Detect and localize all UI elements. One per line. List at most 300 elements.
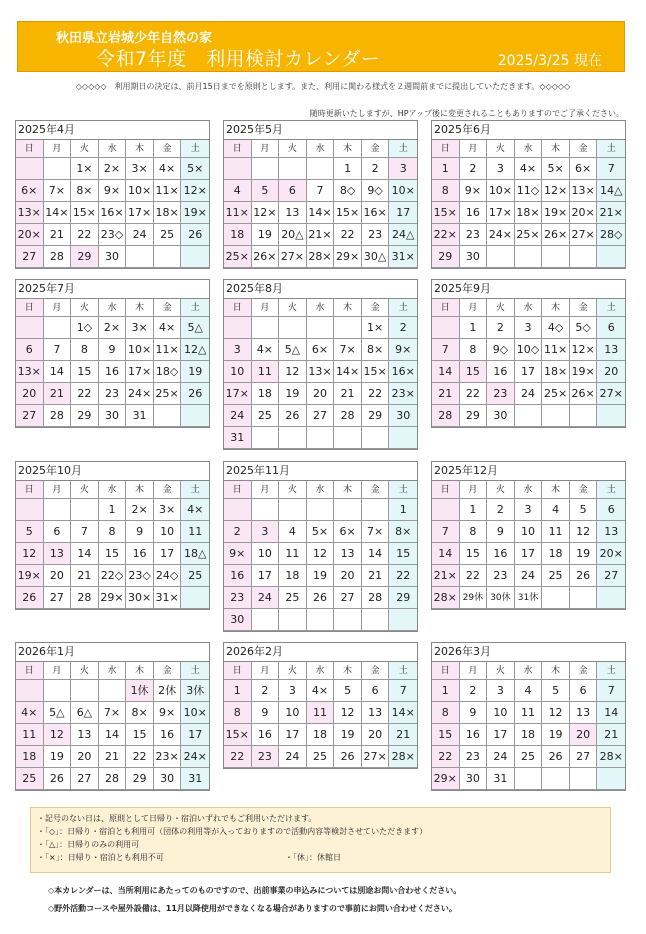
day-cell: 22 xyxy=(126,746,154,768)
day-cell: 20 xyxy=(307,383,335,405)
day-cell: 29 xyxy=(432,246,460,268)
day-cell: 14 xyxy=(597,702,625,724)
day-cell: 4× xyxy=(515,158,543,180)
empty-cell xyxy=(181,246,209,268)
empty-cell xyxy=(252,158,280,180)
day-cell: 12× xyxy=(542,180,570,202)
month-grid xyxy=(224,140,417,268)
month-calendar xyxy=(15,279,210,428)
empty-cell xyxy=(99,680,127,702)
empty-cell xyxy=(597,246,625,268)
empty-cell xyxy=(307,609,335,631)
weekday-header: 水 xyxy=(307,299,335,317)
day-cell: 31休 xyxy=(515,587,543,609)
day-cell: 9 xyxy=(252,702,280,724)
weekday-header: 土 xyxy=(181,481,209,499)
as-of-date: 2025/3/25 現在 xyxy=(497,53,602,69)
weekday-header: 木 xyxy=(126,299,154,317)
day-cell: 14× xyxy=(334,361,362,383)
day-cell: 24× xyxy=(487,224,515,246)
day-cell: 25 xyxy=(181,565,209,587)
empty-cell xyxy=(487,246,515,268)
day-cell: 27 xyxy=(16,246,44,268)
day-cell: 15 xyxy=(389,543,417,565)
day-cell: 29 xyxy=(71,246,99,268)
day-cell: 2 xyxy=(252,680,280,702)
empty-cell xyxy=(154,246,182,268)
day-cell: 22 xyxy=(71,383,99,405)
day-cell: 3休 xyxy=(181,680,209,702)
weekday-header: 木 xyxy=(334,299,362,317)
day-cell: 14△ xyxy=(597,180,625,202)
empty-cell xyxy=(44,680,72,702)
weekday-header: 木 xyxy=(542,140,570,158)
day-cell: 10 xyxy=(252,543,280,565)
day-cell: 25 xyxy=(307,746,335,768)
day-cell: 4× xyxy=(154,158,182,180)
empty-cell xyxy=(126,246,154,268)
empty-cell xyxy=(597,587,625,609)
weekday-header: 水 xyxy=(515,481,543,499)
empty-cell xyxy=(44,499,72,521)
day-cell: 12 xyxy=(542,702,570,724)
day-cell: 23 xyxy=(99,383,127,405)
day-cell: 21× xyxy=(597,202,625,224)
empty-cell xyxy=(597,768,625,790)
weekday-header: 火 xyxy=(71,140,99,158)
day-cell: 26× xyxy=(570,383,598,405)
day-cell: 6 xyxy=(16,339,44,361)
day-cell: 26 xyxy=(181,383,209,405)
day-cell: 30△ xyxy=(362,246,390,268)
empty-cell xyxy=(224,158,252,180)
day-cell: 5◇ xyxy=(570,317,598,339)
day-cell: 1 xyxy=(432,158,460,180)
day-cell: 23 xyxy=(224,587,252,609)
day-cell: 13 xyxy=(44,543,72,565)
empty-cell xyxy=(181,405,209,427)
day-cell: 12× xyxy=(252,202,280,224)
day-cell: 24 xyxy=(487,746,515,768)
day-cell: 1× xyxy=(362,317,390,339)
month-calendar xyxy=(431,279,626,428)
month-grid xyxy=(16,299,209,427)
empty-cell xyxy=(334,317,362,339)
day-cell: 6× xyxy=(307,339,335,361)
day-cell: 1 xyxy=(460,499,488,521)
day-cell: 9× xyxy=(389,339,417,361)
day-cell: 23 xyxy=(487,565,515,587)
legend-line: ・「△」：日帰りのみの利用可 xyxy=(37,840,140,849)
day-cell: 26 xyxy=(181,224,209,246)
page-title: 令和7年度 利用検討カレンダー xyxy=(96,48,381,70)
day-cell: 7× xyxy=(334,339,362,361)
day-cell: 21 xyxy=(432,383,460,405)
day-cell: 16 xyxy=(252,724,280,746)
empty-cell xyxy=(542,405,570,427)
day-cell: 21× xyxy=(307,224,335,246)
day-cell: 17 xyxy=(487,724,515,746)
day-cell: 26× xyxy=(542,224,570,246)
legend-line: ・「◇」：日帰り・宿泊とも利用可（団体の利用等が入っておりますので活動内容等検討させていただきます） xyxy=(37,827,428,836)
day-cell: 23◇ xyxy=(99,224,127,246)
day-cell: 5△ xyxy=(181,317,209,339)
day-cell: 29 xyxy=(460,405,488,427)
day-cell: 31 xyxy=(181,768,209,790)
weekday-header: 土 xyxy=(389,140,417,158)
day-cell: 16 xyxy=(154,724,182,746)
day-cell: 1 xyxy=(224,680,252,702)
day-cell: 23 xyxy=(460,746,488,768)
day-cell: 24 xyxy=(279,746,307,768)
day-cell: 12× xyxy=(181,180,209,202)
day-cell: 24◇ xyxy=(154,565,182,587)
weekday-header: 水 xyxy=(99,299,127,317)
day-cell: 20 xyxy=(334,565,362,587)
day-cell: 14× xyxy=(307,202,335,224)
day-cell: 20△ xyxy=(279,224,307,246)
empty-cell xyxy=(71,499,99,521)
day-cell: 8× xyxy=(362,339,390,361)
update-note: 随時更新いたしますが、HPアップ後に変更されることもありますのでご了承ください。 xyxy=(309,109,624,118)
day-cell: 23 xyxy=(487,383,515,405)
weekday-header: 土 xyxy=(389,662,417,680)
day-cell: 25× xyxy=(154,383,182,405)
month-grid xyxy=(432,481,625,609)
month-grid xyxy=(224,299,417,449)
month-title: 2025年6月 xyxy=(432,121,625,140)
day-cell: 3× xyxy=(154,499,182,521)
day-cell: 3 xyxy=(389,158,417,180)
day-cell: 30 xyxy=(224,609,252,631)
day-cell: 28× xyxy=(307,246,335,268)
day-cell: 18× xyxy=(515,202,543,224)
day-cell: 2休 xyxy=(154,680,182,702)
month-grid xyxy=(224,481,417,631)
day-cell: 15 xyxy=(432,724,460,746)
empty-cell xyxy=(252,499,280,521)
weekday-header: 木 xyxy=(542,481,570,499)
day-cell: 13 xyxy=(71,724,99,746)
weekday-header: 月 xyxy=(460,299,488,317)
weekday-header: 水 xyxy=(515,662,543,680)
day-cell: 11 xyxy=(16,724,44,746)
day-cell: 18 xyxy=(224,224,252,246)
day-cell: 14 xyxy=(44,361,72,383)
day-cell: 10 xyxy=(224,361,252,383)
day-cell: 10× xyxy=(181,702,209,724)
day-cell: 26 xyxy=(570,565,598,587)
day-cell: 16× xyxy=(389,361,417,383)
day-cell: 30 xyxy=(487,405,515,427)
weekday-header: 月 xyxy=(460,662,488,680)
day-cell: 18 xyxy=(279,565,307,587)
day-cell: 13 xyxy=(570,702,598,724)
month-calendar xyxy=(223,279,418,450)
day-cell: 29 xyxy=(362,405,390,427)
day-cell: 19× xyxy=(570,361,598,383)
weekday-header: 火 xyxy=(71,299,99,317)
weekday-header: 日 xyxy=(224,140,252,158)
legend-line: ・記号のない日は、原則として日帰り・宿泊いずれでもご利用いただけます。 xyxy=(37,814,317,823)
month-grid xyxy=(16,481,209,609)
month-title: 2025年9月 xyxy=(432,280,625,299)
day-cell: 24 xyxy=(515,565,543,587)
weekday-header: 日 xyxy=(16,299,44,317)
month-title: 2025年7月 xyxy=(16,280,209,299)
weekday-header: 水 xyxy=(99,481,127,499)
day-cell: 20 xyxy=(71,746,99,768)
empty-cell xyxy=(224,317,252,339)
day-cell: 25× xyxy=(224,246,252,268)
day-cell: 14 xyxy=(432,543,460,565)
day-cell: 2 xyxy=(362,158,390,180)
weekday-header: 月 xyxy=(252,481,280,499)
day-cell: 16× xyxy=(362,202,390,224)
day-cell: 3 xyxy=(515,317,543,339)
month-title: 2025年10月 xyxy=(16,462,209,481)
day-cell: 8 xyxy=(432,702,460,724)
day-cell: 11× xyxy=(154,339,182,361)
day-cell: 11× xyxy=(224,202,252,224)
day-cell: 5× xyxy=(542,158,570,180)
weekday-header: 月 xyxy=(252,140,280,158)
day-cell: 18 xyxy=(515,724,543,746)
month-title: 2025年8月 xyxy=(224,280,417,299)
day-cell: 20× xyxy=(597,543,625,565)
empty-cell xyxy=(362,609,390,631)
day-cell: 27 xyxy=(307,405,335,427)
day-cell: 14 xyxy=(432,361,460,383)
day-cell: 1× xyxy=(71,158,99,180)
day-cell: 28 xyxy=(44,246,72,268)
day-cell: 17 xyxy=(279,724,307,746)
day-cell: 21 xyxy=(597,724,625,746)
day-cell: 4× xyxy=(307,680,335,702)
day-cell: 18◇ xyxy=(154,361,182,383)
day-cell: 31 xyxy=(487,768,515,790)
weekday-header: 木 xyxy=(542,299,570,317)
day-cell: 27 xyxy=(334,587,362,609)
day-cell: 6 xyxy=(597,317,625,339)
day-cell: 9× xyxy=(224,543,252,565)
day-cell: 1休 xyxy=(126,680,154,702)
day-cell: 18△ xyxy=(181,543,209,565)
day-cell: 18 xyxy=(16,746,44,768)
day-cell: 22 xyxy=(432,746,460,768)
day-cell: 28◇ xyxy=(597,224,625,246)
day-cell: 25 xyxy=(252,405,280,427)
day-cell: 21 xyxy=(44,224,72,246)
day-cell: 4× xyxy=(181,499,209,521)
empty-cell xyxy=(570,246,598,268)
day-cell: 14 xyxy=(99,724,127,746)
legend-box xyxy=(30,807,611,873)
weekday-header: 土 xyxy=(389,299,417,317)
day-cell: 23 xyxy=(362,224,390,246)
weekday-header: 水 xyxy=(307,662,335,680)
empty-cell xyxy=(515,405,543,427)
day-cell: 6 xyxy=(362,680,390,702)
day-cell: 12× xyxy=(570,339,598,361)
day-cell: 3 xyxy=(487,158,515,180)
day-cell: 19 xyxy=(334,724,362,746)
weekday-header: 金 xyxy=(154,140,182,158)
day-cell: 21 xyxy=(71,565,99,587)
empty-cell xyxy=(362,499,390,521)
day-cell: 12 xyxy=(570,521,598,543)
weekday-header: 火 xyxy=(487,662,515,680)
weekday-header: 土 xyxy=(181,662,209,680)
day-cell: 11◇ xyxy=(515,180,543,202)
day-cell: 19 xyxy=(542,724,570,746)
day-cell: 15× xyxy=(362,361,390,383)
day-cell: 20 xyxy=(597,361,625,383)
footer-note: ◇本カレンダーは、当所利用にあたってのものですので、出前事業の申込みについては別途お問い合わせください。 xyxy=(48,886,462,895)
day-cell: 2 xyxy=(389,317,417,339)
day-cell: 13 xyxy=(597,521,625,543)
weekday-header: 日 xyxy=(224,481,252,499)
day-cell: 23◇ xyxy=(126,565,154,587)
empty-cell xyxy=(307,317,335,339)
footer-note: ◇野外活動コースや屋外設備は、11月以降使用ができなくなる場合がありますので事前にお問い合わせください。 xyxy=(48,904,457,913)
weekday-header: 木 xyxy=(126,481,154,499)
day-cell: 20 xyxy=(570,724,598,746)
day-cell: 6 xyxy=(597,499,625,521)
weekday-header: 日 xyxy=(16,662,44,680)
weekday-header: 金 xyxy=(570,662,598,680)
day-cell: 18× xyxy=(542,361,570,383)
weekday-header: 金 xyxy=(154,662,182,680)
weekday-header: 月 xyxy=(460,481,488,499)
weekday-header: 土 xyxy=(181,140,209,158)
day-cell: 2 xyxy=(460,680,488,702)
day-cell: 12 xyxy=(44,724,72,746)
day-cell: 10 xyxy=(515,521,543,543)
day-cell: 8× xyxy=(126,702,154,724)
day-cell: 1 xyxy=(389,499,417,521)
day-cell: 2 xyxy=(487,499,515,521)
day-cell: 16 xyxy=(487,361,515,383)
day-cell: 6△ xyxy=(71,702,99,724)
day-cell: 22 xyxy=(71,224,99,246)
day-cell: 30× xyxy=(126,587,154,609)
day-cell: 13× xyxy=(16,202,44,224)
empty-cell xyxy=(252,609,280,631)
day-cell: 18 xyxy=(542,543,570,565)
day-cell: 11× xyxy=(542,339,570,361)
empty-cell xyxy=(16,158,44,180)
day-cell: 13 xyxy=(334,543,362,565)
day-cell: 12 xyxy=(307,543,335,565)
weekday-header: 月 xyxy=(44,481,72,499)
day-cell: 23× xyxy=(389,383,417,405)
empty-cell xyxy=(252,427,280,449)
empty-cell xyxy=(542,768,570,790)
day-cell: 26 xyxy=(334,746,362,768)
day-cell: 21 xyxy=(389,724,417,746)
empty-cell xyxy=(432,499,460,521)
day-cell: 15 xyxy=(99,543,127,565)
weekday-header: 木 xyxy=(542,662,570,680)
day-cell: 17× xyxy=(224,383,252,405)
day-cell: 15 xyxy=(71,361,99,383)
day-cell: 25× xyxy=(515,224,543,246)
empty-cell xyxy=(279,499,307,521)
day-cell: 15 xyxy=(126,724,154,746)
empty-cell xyxy=(279,317,307,339)
day-cell: 2 xyxy=(224,521,252,543)
day-cell: 15× xyxy=(432,202,460,224)
day-cell: 5△ xyxy=(279,339,307,361)
day-cell: 17 xyxy=(389,202,417,224)
day-cell: 29 xyxy=(389,587,417,609)
empty-cell xyxy=(71,680,99,702)
day-cell: 29休 xyxy=(460,587,488,609)
weekday-header: 火 xyxy=(487,299,515,317)
day-cell: 8 xyxy=(99,521,127,543)
day-cell: 8× xyxy=(389,521,417,543)
day-cell: 4× xyxy=(252,339,280,361)
day-cell: 28× xyxy=(389,746,417,768)
day-cell: 19× xyxy=(16,565,44,587)
day-cell: 26 xyxy=(307,587,335,609)
weekday-header: 土 xyxy=(181,299,209,317)
weekday-header: 月 xyxy=(44,662,72,680)
day-cell: 5 xyxy=(334,680,362,702)
day-cell: 9× xyxy=(460,180,488,202)
weekday-header: 火 xyxy=(279,481,307,499)
weekday-header: 土 xyxy=(597,140,625,158)
day-cell: 17 xyxy=(515,361,543,383)
empty-cell xyxy=(542,246,570,268)
day-cell: 15× xyxy=(334,202,362,224)
month-title: 2025年4月 xyxy=(16,121,209,140)
weekday-header: 木 xyxy=(126,140,154,158)
month-title: 2026年1月 xyxy=(16,643,209,662)
weekday-header: 火 xyxy=(279,662,307,680)
day-cell: 29 xyxy=(126,768,154,790)
day-cell: 7 xyxy=(432,521,460,543)
weekday-header: 水 xyxy=(99,662,127,680)
weekday-header: 日 xyxy=(432,481,460,499)
day-cell: 5× xyxy=(181,158,209,180)
day-cell: 4 xyxy=(224,180,252,202)
day-cell: 2 xyxy=(487,317,515,339)
day-cell: 19× xyxy=(181,202,209,224)
weekday-header: 水 xyxy=(307,481,335,499)
day-cell: 25× xyxy=(542,383,570,405)
day-cell: 29× xyxy=(334,246,362,268)
day-cell: 30 xyxy=(460,246,488,268)
empty-cell xyxy=(181,587,209,609)
day-cell: 24× xyxy=(126,383,154,405)
weekday-header: 土 xyxy=(597,299,625,317)
day-cell: 10 xyxy=(154,521,182,543)
day-cell: 2 xyxy=(460,158,488,180)
day-cell: 31× xyxy=(389,246,417,268)
empty-cell xyxy=(16,680,44,702)
day-cell: 31× xyxy=(154,587,182,609)
day-cell: 31 xyxy=(224,427,252,449)
empty-cell xyxy=(224,499,252,521)
day-cell: 28 xyxy=(362,587,390,609)
weekday-header: 金 xyxy=(570,481,598,499)
day-cell: 22× xyxy=(432,224,460,246)
day-cell: 5 xyxy=(16,521,44,543)
day-cell: 4× xyxy=(16,702,44,724)
booking-rule-note: ◇◇◇◇◇ 利用期日の決定は、前月15日までを原則とします。また、利用に関わる様式を２週間前までに提出していただきます。◇◇◇◇◇ xyxy=(75,82,571,91)
